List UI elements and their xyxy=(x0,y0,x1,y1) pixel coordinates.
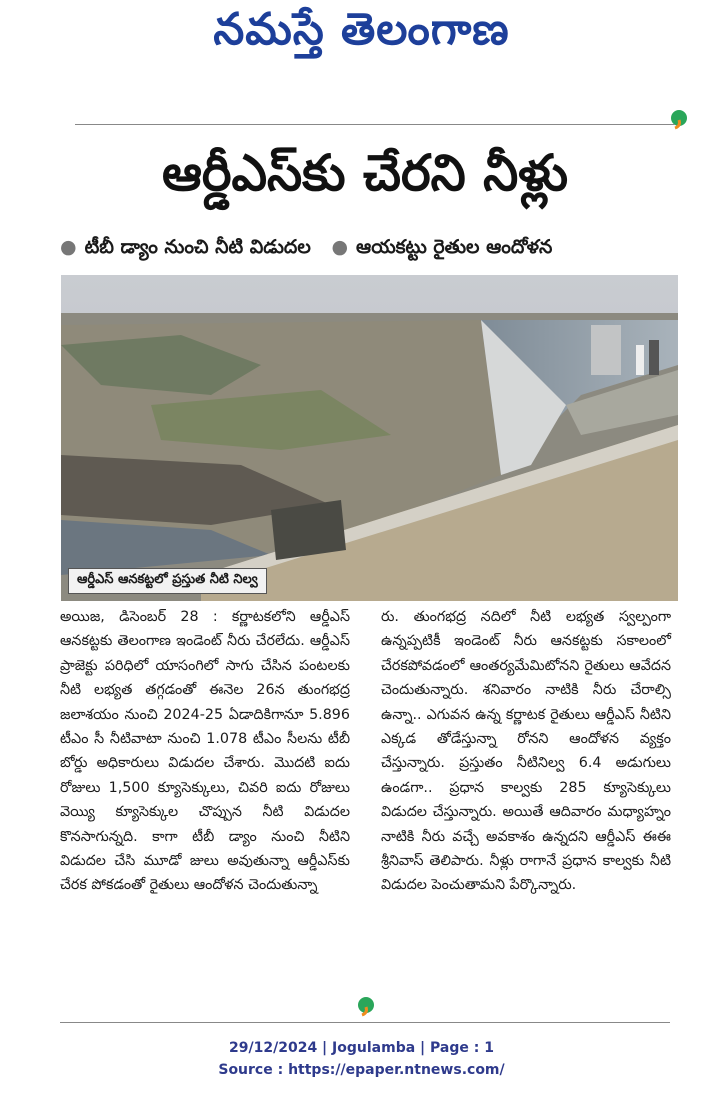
footer-date-edition: 29/12/2024 | Jogulamba | Page : 1 xyxy=(229,1040,494,1056)
article-column-1 xyxy=(60,605,350,898)
masthead-title: నమస్తే తెలంగాణ xyxy=(213,4,510,55)
bullet-icon: ● xyxy=(60,236,77,258)
headline: ఆర్డీఎస్‌కు చేరని నీళ్లు xyxy=(161,144,569,202)
bullet-icon: ● xyxy=(331,236,349,258)
photo-caption: ఆర్డీఎస్ ఆనకట్టలో ప్రస్తుత నీటి నిల్వ xyxy=(68,568,267,594)
column-1-text: అయిజ, డిసెంబర్ 28 : కర్ణాటకలోని ఆర్డీఎస్ ఆనకట్టకు తెలంగాణ ఇండెంట్ నీరు చేరలేదు. ఆర్డీఎస్ ప్రాజెక్టు పరిధిలో యాసంగిలో సాగు చేసిన పంటలకు నీటి లభ్యత తగ్గడంతో ఈనెల 26న తుంగభద్ర జలాశయం నుంచి 2024-25 ఏడాదికిగానూ 5.896 టీఎం సీ నీటివాటా నుంచి 1.078 టీఎం సీలను టీబీ బోర్డు అధికారులు విడుదల చేశారు. మొదటి ఐదు రోజులు 1,500 క్యూసెక్కులు, చివరి ఐదు రోజులు వెయ్యి క్యూసెక్కుల చొప్పున నీటి విడుదల కొనసాగున్నది. కాగా టీబీ డ్యాం నుంచి నీటిని విడుదల చేసి మూడో జులు అవుతున్నా ఆర్డీఎస్‌కు చేరక పోకడంతో రైతులు ఆందోళన చెందుతున్నా xyxy=(60,609,350,894)
column-2-text: రు. తుంగభద్ర నదిలో నీటి లభ్యత స్వల్పంగా ఉన్నప్పటికీ ఇండెంట్ నీరు ఆనకట్టకు సకాలంలో చేరకపోవడంలో ఆంతర్యమేమిటోనని రైతులు ఆవేదన చెందుతున్నారు. శనివారం నాటికి నీరు చేరాల్సి ఉన్నా.. ఎగువన ఉన్న కర్ణాటక రైతులు ఆర్డీఎస్ నీటిని ఎక్కడ తోడేస్తున్నా రోనని ఆందోళన వ్యక్తం చేస్తున్నారు. ప్రస్తుతం నీటినిల్వ 6.4 అడుగులు ఉండగా.. ప్రధాన కాల్వకు 285 క్యూసెక్కులు విడుదల చేస్తున్నారు. అయితే ఆదివారం మధ్యాహ్నం నాటికి నీరు వచ్చే అవకాశం ఉన్నదని ఆర్డీఎస్ ఈఈ శ్రీనివాస్ తెలిపారు. నీళ్లు రాగానే ప్రధాన కాల్వకు నీటి విడుదల పెంచుతామని పేర్కొన్నారు. xyxy=(381,609,671,894)
subhead-2: ఆయకట్టు రైతుల ఆందోళన xyxy=(356,236,553,258)
masthead-rule xyxy=(75,124,675,125)
dam-photo xyxy=(61,275,678,601)
article-column-2 xyxy=(381,605,671,898)
subhead-1: టీబీ డ్యాం నుంచి నీటి విడుదల xyxy=(84,236,311,258)
end-mark-icon xyxy=(355,995,377,1017)
logo-mark-icon xyxy=(668,108,690,130)
footer-source: Source : https://epaper.ntnews.com/ xyxy=(218,1062,505,1078)
footer-rule xyxy=(60,1022,670,1023)
subheads xyxy=(60,236,680,263)
